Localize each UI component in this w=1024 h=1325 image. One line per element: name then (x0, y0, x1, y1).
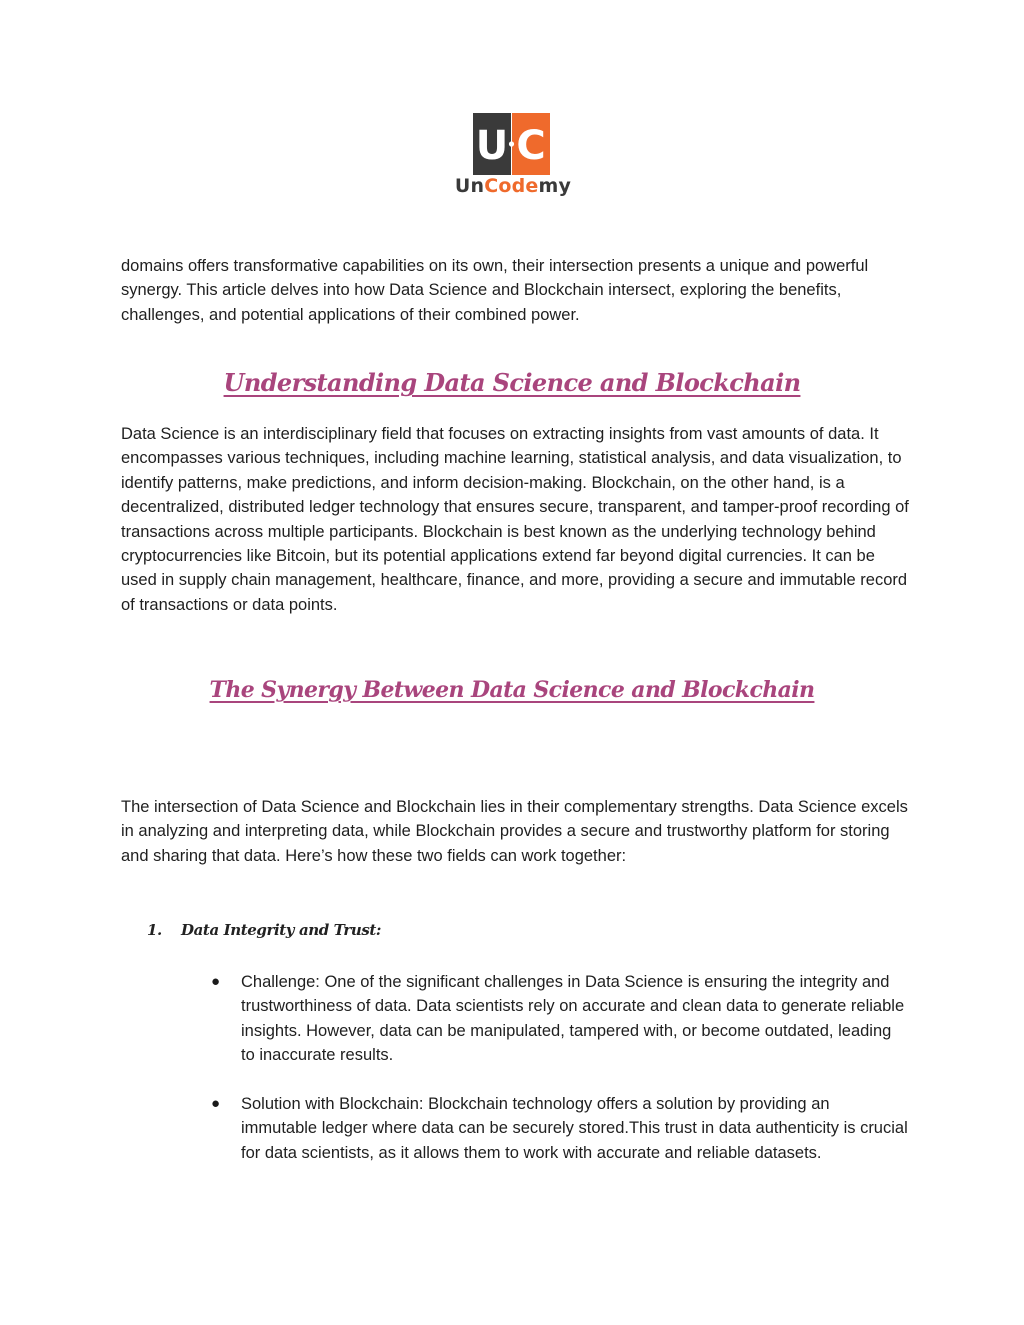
uncodemy-logo (446, 113, 580, 199)
bullet-text: Challenge: One of the significant challenges in Data Science is ensuring the integrity and trustworthiness of data. Data scientists rely on accurate and clean data to generate reliable insights. However, data can be manipulated, tampered with, or become outdated, leading to inaccurate results. (241, 973, 905, 1065)
intro-paragraph: domains offers transformative capabilities on its own, their intersection presents a unique and powerful synergy. This article delves into how Data Science and Blockchain intersect, exploring the benefits, challenges, and potential applications of their combined power. (121, 257, 869, 324)
bullet-text: Solution with Blockchain: Blockchain technology offers a solution by providing an immutable ledger where data can be securely stored.This trust in data authenticity is crucial for data scientists, as it allows them to work with accurate and reliable datasets. (241, 1095, 908, 1162)
numbered-item-data-integrity (147, 918, 381, 942)
uc-logo-mark (473, 113, 550, 175)
logo-letter-c: C (516, 123, 546, 169)
section-heading-understanding: Understanding Data Science and Blockchain (223, 368, 801, 397)
section2-paragraph: The intersection of Data Science and Blockchain lies in their complementary strengths. Data Science excels in analyzing and interpreting data, while Blockchain provides a secure and trustworthy platform for storing and sharing that data. Here’s how these two fields can work together: (121, 798, 908, 865)
bullet-glyph: ● (211, 1095, 221, 1112)
list-item-title: Data Integrity and Trust: (181, 921, 382, 939)
logo-wordmark: UnCodemy (454, 175, 572, 197)
logo-letter-u: U (475, 123, 509, 169)
section1-paragraph: Data Science is an interdisciplinary field that focuses on extracting insights from vast amounts of data. It encompasses various techniques, including machine learning, statistical analysis, and data visualization, to identify patterns, make predictions, and inform decision-making. Blockchain, on the other hand, is a decentralized, distributed ledger technology that ensures secure, transparent, and tamper-proof recording of transactions across multiple participants. Blockchain is best known as the underlying technology behind cryptocurrencies like Bitcoin, but its potential applications extend far beyond digital currencies. It can be used in supply chain management, healthcare, finance, and more, providing a secure and immutable record of transactions or data points. (121, 425, 909, 614)
section-heading-synergy: The Synergy Between Data Science and Blockchain (209, 677, 815, 703)
bullet-glyph: ● (211, 973, 221, 990)
list-number: 1. (147, 921, 162, 939)
